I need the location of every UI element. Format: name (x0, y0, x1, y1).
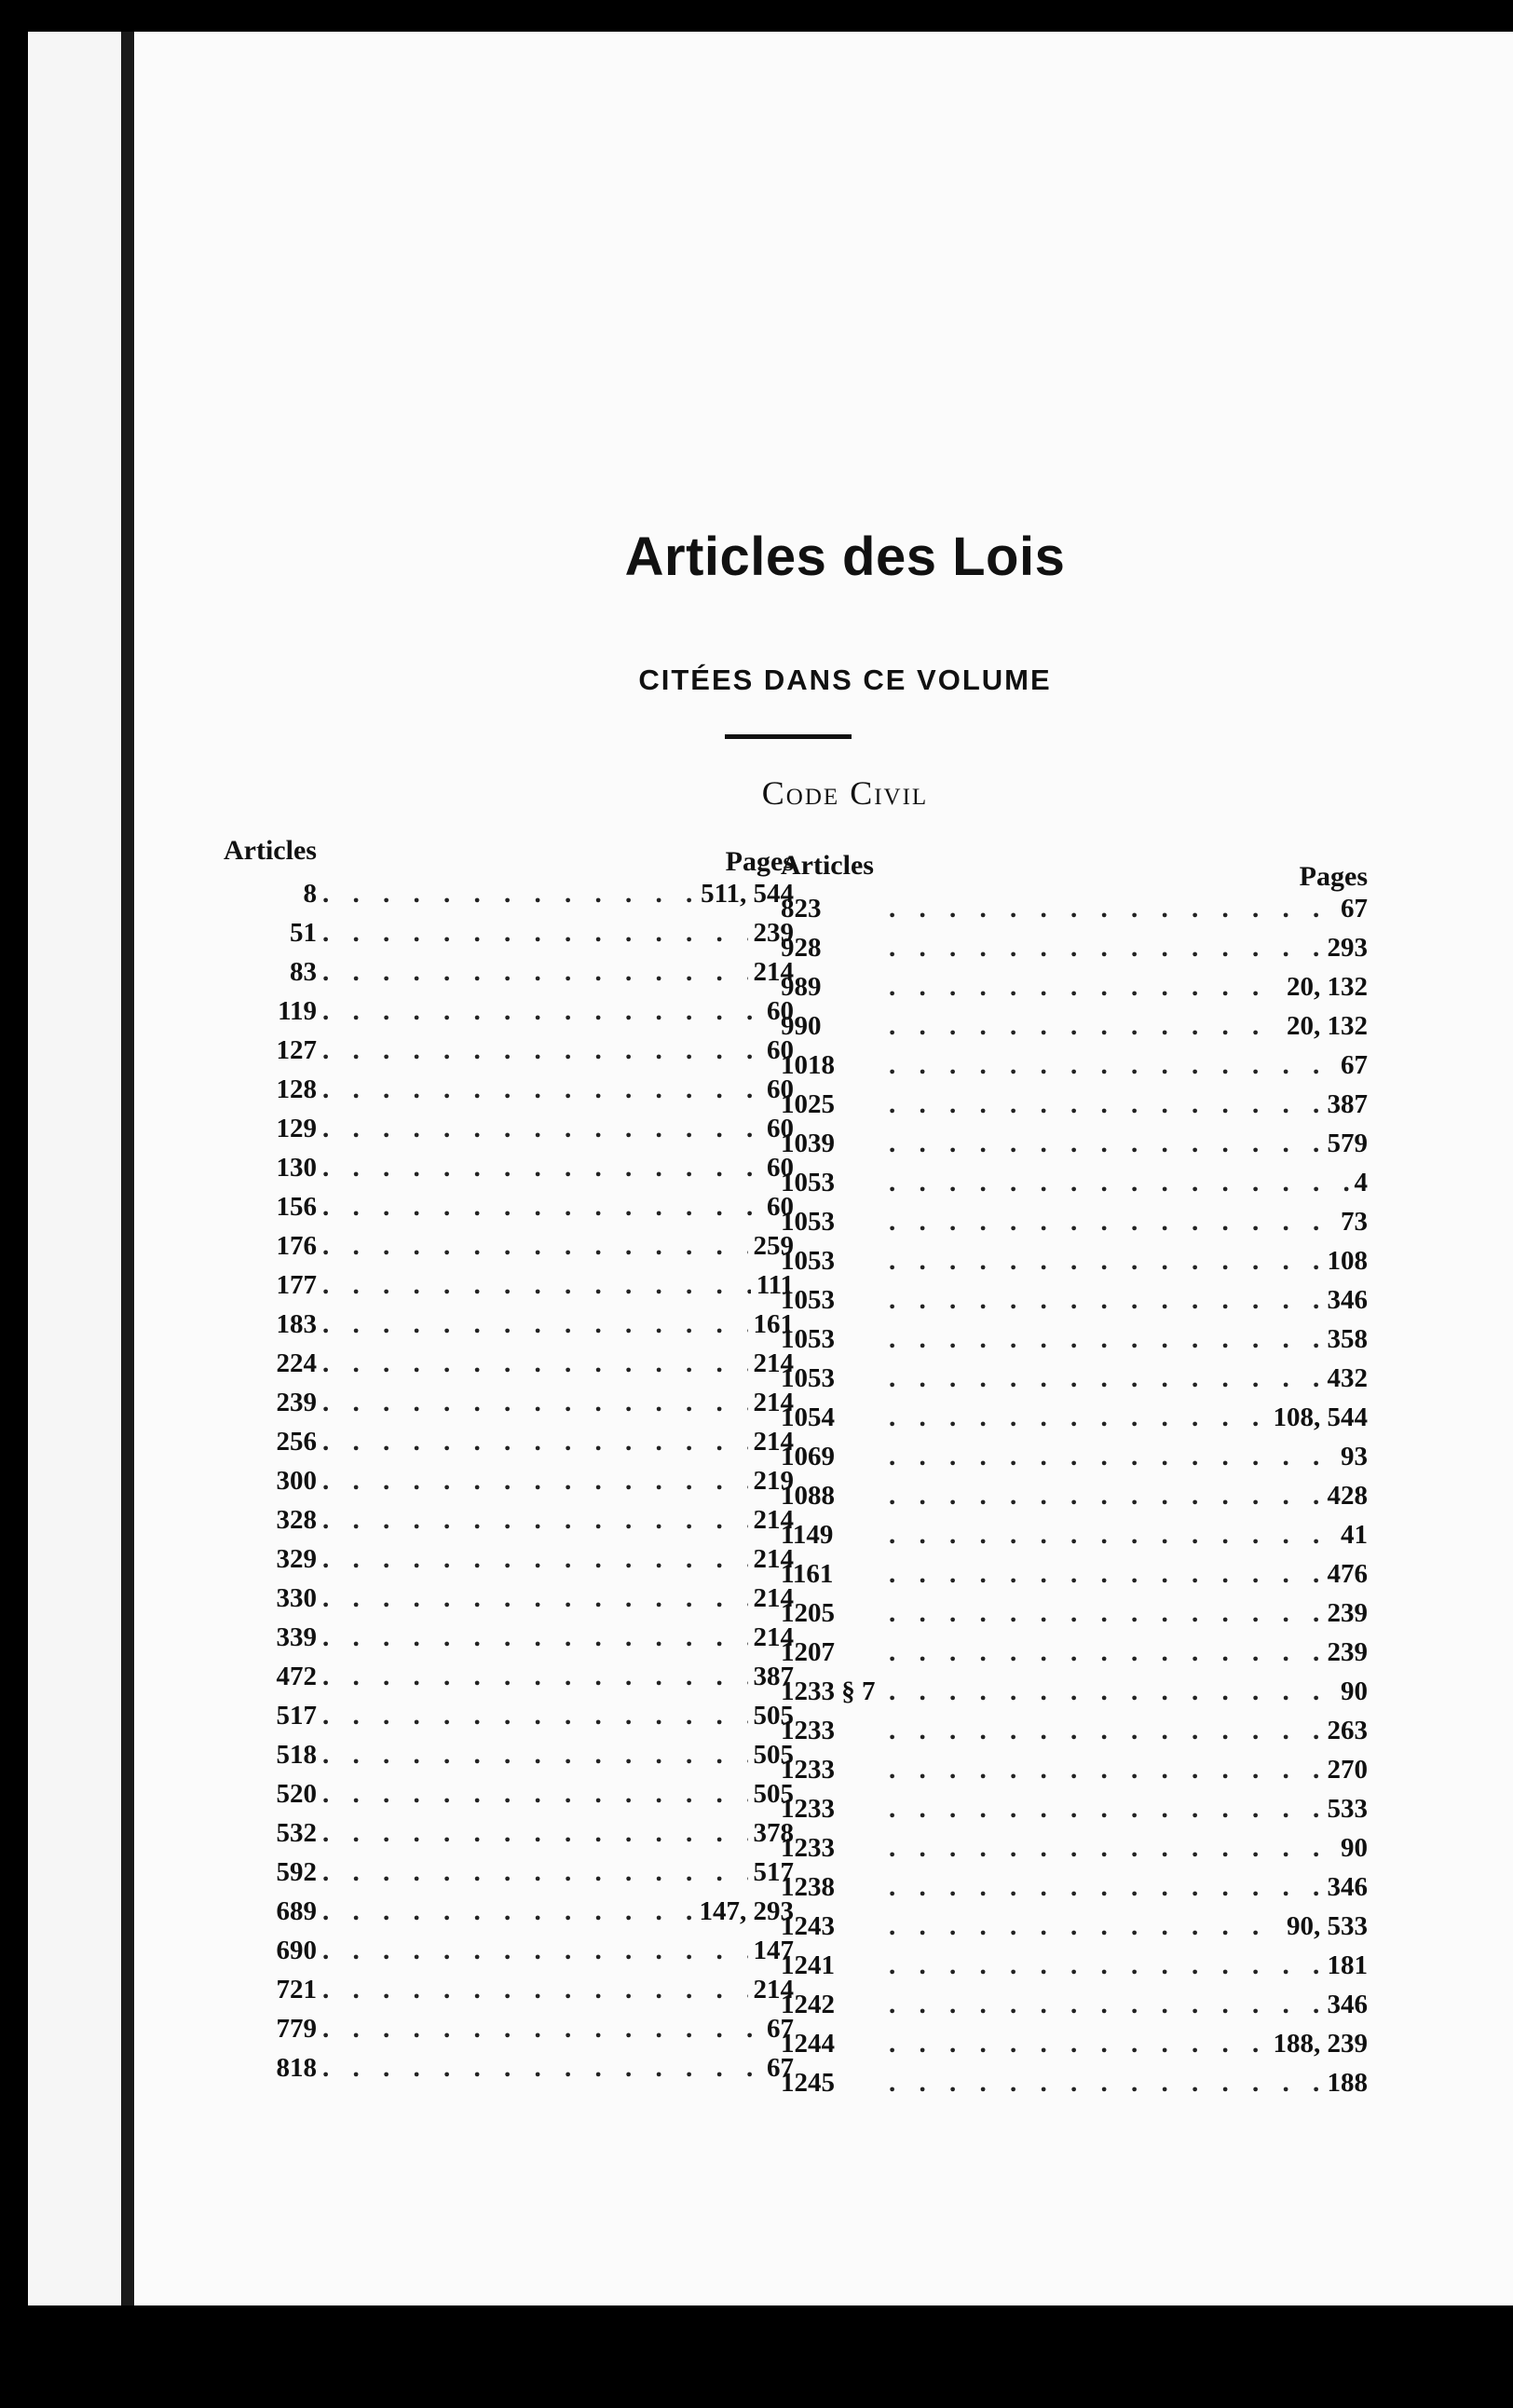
page-reference: 214 (753, 957, 794, 987)
article-number: 928 (781, 933, 822, 963)
pages-header: Pages (1299, 861, 1368, 892)
index-row (224, 1266, 794, 1305)
index-row (224, 1735, 794, 1774)
page-reference: 188 (1327, 2068, 1368, 2098)
dot-leader (889, 1359, 1322, 1398)
page-reference: 214 (753, 1388, 794, 1417)
dot-leader (322, 1070, 761, 1109)
article-number: 990 (781, 1011, 822, 1041)
index-row (781, 1515, 1368, 1554)
dot-leader (889, 1985, 1322, 2024)
article-number: 119 (278, 996, 317, 1026)
index-row (224, 1344, 794, 1383)
index-row (224, 1813, 794, 1853)
dot-leader (322, 1461, 748, 1500)
article-number: 520 (276, 1779, 317, 1809)
article-number: 517 (276, 1701, 317, 1731)
page-reference: 214 (753, 1583, 794, 1613)
dot-leader (889, 1476, 1322, 1515)
dot-leader (889, 1046, 1335, 1085)
dot-leader (322, 1226, 748, 1266)
page-reference: 147, 293 (699, 1896, 794, 1926)
dot-leader (322, 2009, 761, 2048)
dot-leader (889, 928, 1322, 967)
pages-header: Pages (725, 846, 794, 877)
page-reference: 346 (1327, 1285, 1368, 1315)
article-number: 1161 (781, 1559, 834, 1589)
index-row (781, 1046, 1368, 1085)
index-row (224, 1383, 794, 1422)
index-column-right (781, 850, 1368, 2102)
dot-leader (322, 1931, 748, 1970)
article-number: 1054 (781, 1402, 835, 1432)
index-row (224, 2048, 794, 2087)
page-reference: 67 (767, 2014, 794, 2044)
index-row (781, 1554, 1368, 1594)
article-number: 224 (276, 1348, 317, 1378)
index-row (781, 1398, 1368, 1437)
page-reference: 428 (1327, 1481, 1368, 1511)
page-reference: 60 (767, 1153, 794, 1183)
dot-leader (889, 1750, 1322, 1789)
document-page (28, 32, 1513, 2305)
article-number: 156 (276, 1192, 317, 1222)
page-reference: 188, 239 (1273, 2029, 1368, 2059)
article-number: 1244 (781, 2029, 835, 2059)
page-reference: 90 (1341, 1676, 1368, 1706)
dot-leader (322, 1618, 748, 1657)
page-reference: 60 (767, 1192, 794, 1222)
page-reference: 20, 132 (1287, 972, 1368, 1002)
dot-leader (889, 1163, 1349, 1202)
index-row (224, 1853, 794, 1892)
index-row (224, 1070, 794, 1109)
page-reference: 432 (1327, 1363, 1368, 1393)
dot-leader (889, 1320, 1322, 1359)
article-number: 339 (276, 1622, 317, 1652)
article-number: 1233 (781, 1794, 835, 1824)
article-number: 1233 (781, 1755, 835, 1785)
page-reference: 214 (753, 1975, 794, 2004)
article-number: 129 (276, 1114, 317, 1143)
page-reference: 181 (1327, 1950, 1368, 1980)
page-title: Articles des Lois (624, 527, 1066, 587)
article-number: 1053 (781, 1246, 835, 1276)
dot-leader (889, 1554, 1322, 1594)
index-row (224, 2009, 794, 2048)
dot-leader (889, 1437, 1335, 1476)
dot-leader (889, 1907, 1281, 1946)
index-row (781, 1280, 1368, 1320)
index-row (781, 1868, 1368, 1907)
section-heading: Code Civil (761, 774, 929, 812)
page-reference: 517 (753, 1857, 794, 1887)
page-reference: 511, 544 (701, 879, 794, 909)
dot-leader (889, 2063, 1322, 2102)
index-row (224, 992, 794, 1031)
article-number: 1149 (781, 1520, 834, 1550)
index-row (224, 913, 794, 952)
index-row (224, 1187, 794, 1226)
dot-leader (322, 1148, 761, 1187)
page-reference: 60 (767, 1035, 794, 1065)
index-row (224, 1031, 794, 1070)
dot-leader (322, 1500, 748, 1539)
article-number: 1053 (781, 1168, 835, 1197)
column-header (224, 835, 794, 877)
article-number: 1245 (781, 2068, 835, 2098)
page-reference: 263 (1327, 1716, 1368, 1745)
index-row (781, 1750, 1368, 1789)
dot-leader (322, 2048, 761, 2087)
index-row (781, 1006, 1368, 1046)
dot-leader (322, 1774, 748, 1813)
title-rule (725, 734, 852, 739)
index-row (781, 1907, 1368, 1946)
article-number: 1053 (781, 1363, 835, 1393)
index-row (224, 1539, 794, 1579)
dot-leader (322, 1422, 748, 1461)
page-reference: 108, 544 (1273, 1402, 1368, 1432)
dot-leader (322, 1305, 748, 1344)
page-reference: 4 (1354, 1168, 1368, 1197)
index-row (781, 1828, 1368, 1868)
article-number: 1018 (781, 1050, 835, 1080)
dot-leader (889, 1868, 1322, 1907)
page-reference: 60 (767, 1074, 794, 1104)
article-number: 183 (276, 1309, 317, 1339)
article-number: 128 (276, 1074, 317, 1104)
article-number: 1242 (781, 1990, 835, 2019)
dot-leader (889, 967, 1281, 1006)
article-number: 472 (276, 1662, 317, 1691)
page-reference: 90 (1341, 1833, 1368, 1863)
article-number: 176 (276, 1231, 317, 1261)
dot-leader (322, 1892, 694, 1931)
page-reference: 346 (1327, 1990, 1368, 2019)
dot-leader (322, 1813, 748, 1853)
dot-leader (322, 952, 748, 992)
article-number: 328 (276, 1505, 317, 1535)
article-number: 8 (303, 879, 317, 909)
page-reference: 67 (767, 2053, 794, 2083)
article-number: 177 (276, 1270, 317, 1300)
index-row (781, 1985, 1368, 2024)
page-reference: 67 (1341, 1050, 1368, 1080)
page-reference: 161 (753, 1309, 794, 1339)
page-reference: 259 (753, 1231, 794, 1261)
dot-leader (322, 913, 748, 952)
index-list-left (224, 874, 794, 2087)
dot-leader (889, 1828, 1335, 1868)
page-reference: 239 (753, 918, 794, 948)
index-row (224, 1500, 794, 1539)
article-number: 1238 (781, 1872, 835, 1902)
page-reference: 239 (1327, 1637, 1368, 1667)
article-number: 329 (276, 1544, 317, 1574)
index-row (781, 1085, 1368, 1124)
page-reference: 108 (1327, 1246, 1368, 1276)
article-number: 721 (276, 1975, 317, 2004)
index-row (224, 1696, 794, 1735)
index-row (781, 1633, 1368, 1672)
dot-leader (322, 1344, 748, 1383)
article-number: 1205 (781, 1598, 835, 1628)
article-number: 51 (290, 918, 317, 948)
index-row (781, 1437, 1368, 1476)
index-row (781, 1124, 1368, 1163)
page-reference: 239 (1327, 1598, 1368, 1628)
index-row (781, 1594, 1368, 1633)
article-number: 239 (276, 1388, 317, 1417)
dot-leader (889, 889, 1335, 928)
dot-leader (322, 1109, 761, 1148)
page-reference: 476 (1327, 1559, 1368, 1589)
dot-leader (889, 1241, 1322, 1280)
page-binding-edge (28, 32, 134, 2305)
page-reference: 387 (1327, 1089, 1368, 1119)
dot-leader (889, 1280, 1322, 1320)
page-reference: 214 (753, 1427, 794, 1457)
page-reference: 378 (753, 1818, 794, 1848)
page-reference: 60 (767, 996, 794, 1026)
article-number: 1233 (781, 1833, 835, 1863)
index-row (781, 2024, 1368, 2063)
article-number: 1039 (781, 1129, 835, 1158)
page-reference: 505 (753, 1779, 794, 1809)
index-row (781, 1359, 1368, 1398)
index-row (224, 1657, 794, 1696)
article-number: 83 (290, 957, 317, 987)
index-row (224, 952, 794, 992)
index-row (224, 1618, 794, 1657)
page-reference: 579 (1327, 1129, 1368, 1158)
index-row (781, 1320, 1368, 1359)
article-number: 823 (781, 894, 822, 924)
article-number: 1243 (781, 1911, 835, 1941)
index-row (224, 874, 794, 913)
page-reference: 533 (1327, 1794, 1368, 1824)
page-reference: 111 (756, 1270, 794, 1300)
article-number: 518 (276, 1740, 317, 1770)
index-row (781, 1789, 1368, 1828)
page-reference: 93 (1341, 1442, 1368, 1471)
dot-leader (889, 1006, 1281, 1046)
dot-leader (322, 1657, 748, 1696)
index-row (224, 1109, 794, 1148)
article-number: 130 (276, 1153, 317, 1183)
index-row (224, 1422, 794, 1461)
dot-leader (322, 1539, 748, 1579)
articles-header: Articles (224, 835, 317, 866)
dot-leader (322, 1853, 748, 1892)
article-number: 689 (276, 1896, 317, 1926)
index-row (224, 1774, 794, 1813)
index-row (781, 889, 1368, 928)
index-row (224, 1970, 794, 2009)
index-row (781, 1476, 1368, 1515)
article-number: 1241 (781, 1950, 835, 1980)
dot-leader (322, 1970, 748, 2009)
dot-leader (322, 1266, 751, 1305)
dot-leader (322, 1383, 748, 1422)
article-number: 989 (781, 972, 822, 1002)
index-row (781, 1711, 1368, 1750)
page-reference: 293 (1327, 933, 1368, 963)
page-reference: 214 (753, 1505, 794, 1535)
article-number: 1053 (781, 1324, 835, 1354)
index-list-right (781, 889, 1368, 2102)
dot-leader (889, 2024, 1268, 2063)
page-reference: 214 (753, 1544, 794, 1574)
dot-leader (322, 1031, 761, 1070)
page-reference: 147 (753, 1936, 794, 1965)
article-number: 127 (276, 1035, 317, 1065)
index-row (781, 1163, 1368, 1202)
index-row (781, 1672, 1368, 1711)
index-row (781, 928, 1368, 967)
article-number: 1053 (781, 1285, 835, 1315)
page-reference: 270 (1327, 1755, 1368, 1785)
index-row (781, 1202, 1368, 1241)
dot-leader (322, 874, 695, 913)
dot-leader (322, 1696, 748, 1735)
dot-leader (889, 1789, 1322, 1828)
page-reference: 346 (1327, 1872, 1368, 1902)
dot-leader (322, 1579, 748, 1618)
page-reference: 505 (753, 1740, 794, 1770)
dot-leader (889, 1946, 1322, 1985)
article-number: 779 (276, 2014, 317, 2044)
index-row (224, 1461, 794, 1500)
article-number: 1069 (781, 1442, 835, 1471)
dot-leader (889, 1633, 1322, 1672)
page-reference: 358 (1327, 1324, 1368, 1354)
article-number: 532 (276, 1818, 317, 1848)
index-row (781, 967, 1368, 1006)
index-row (224, 1579, 794, 1618)
dot-leader (322, 1187, 761, 1226)
page-reference: 214 (753, 1622, 794, 1652)
articles-header: Articles (781, 850, 874, 881)
page-reference: 90, 533 (1287, 1911, 1368, 1941)
page-reference: 20, 132 (1287, 1011, 1368, 1041)
dot-leader (889, 1398, 1268, 1437)
index-row (224, 1305, 794, 1344)
dot-leader (889, 1515, 1335, 1554)
article-number: 592 (276, 1857, 317, 1887)
page-reference: 67 (1341, 894, 1368, 924)
article-number: 1025 (781, 1089, 835, 1119)
page-reference: 214 (753, 1348, 794, 1378)
dot-leader (889, 1711, 1322, 1750)
index-row (224, 1931, 794, 1970)
index-row (224, 1892, 794, 1931)
article-number: 690 (276, 1936, 317, 1965)
dot-leader (889, 1594, 1322, 1633)
index-row (781, 2063, 1368, 2102)
article-number: 1233 § 7 (781, 1676, 876, 1706)
article-number: 256 (276, 1427, 317, 1457)
dot-leader (889, 1124, 1322, 1163)
dot-leader (322, 1735, 748, 1774)
article-number: 330 (276, 1583, 317, 1613)
dot-leader (322, 992, 761, 1031)
page-reference: 219 (753, 1466, 794, 1496)
article-number: 300 (276, 1466, 317, 1496)
article-number: 1233 (781, 1716, 835, 1745)
dot-leader (889, 1085, 1322, 1124)
column-header (781, 850, 1368, 892)
page-reference: 60 (767, 1114, 794, 1143)
dot-leader (889, 1672, 1335, 1711)
article-number: 1207 (781, 1637, 835, 1667)
page-reference: 387 (753, 1662, 794, 1691)
article-number: 1088 (781, 1481, 835, 1511)
article-number: 818 (276, 2053, 317, 2083)
dot-leader (889, 1202, 1335, 1241)
index-row (224, 1148, 794, 1187)
article-number: 1053 (781, 1207, 835, 1237)
index-column-left (224, 835, 794, 2087)
page-subtitle: CITÉES DANS CE VOLUME (638, 664, 1052, 696)
index-row (224, 1226, 794, 1266)
page-reference: 73 (1341, 1207, 1368, 1237)
index-row (781, 1946, 1368, 1985)
page-reference: 41 (1341, 1520, 1368, 1550)
index-row (781, 1241, 1368, 1280)
page-reference: 505 (753, 1701, 794, 1731)
